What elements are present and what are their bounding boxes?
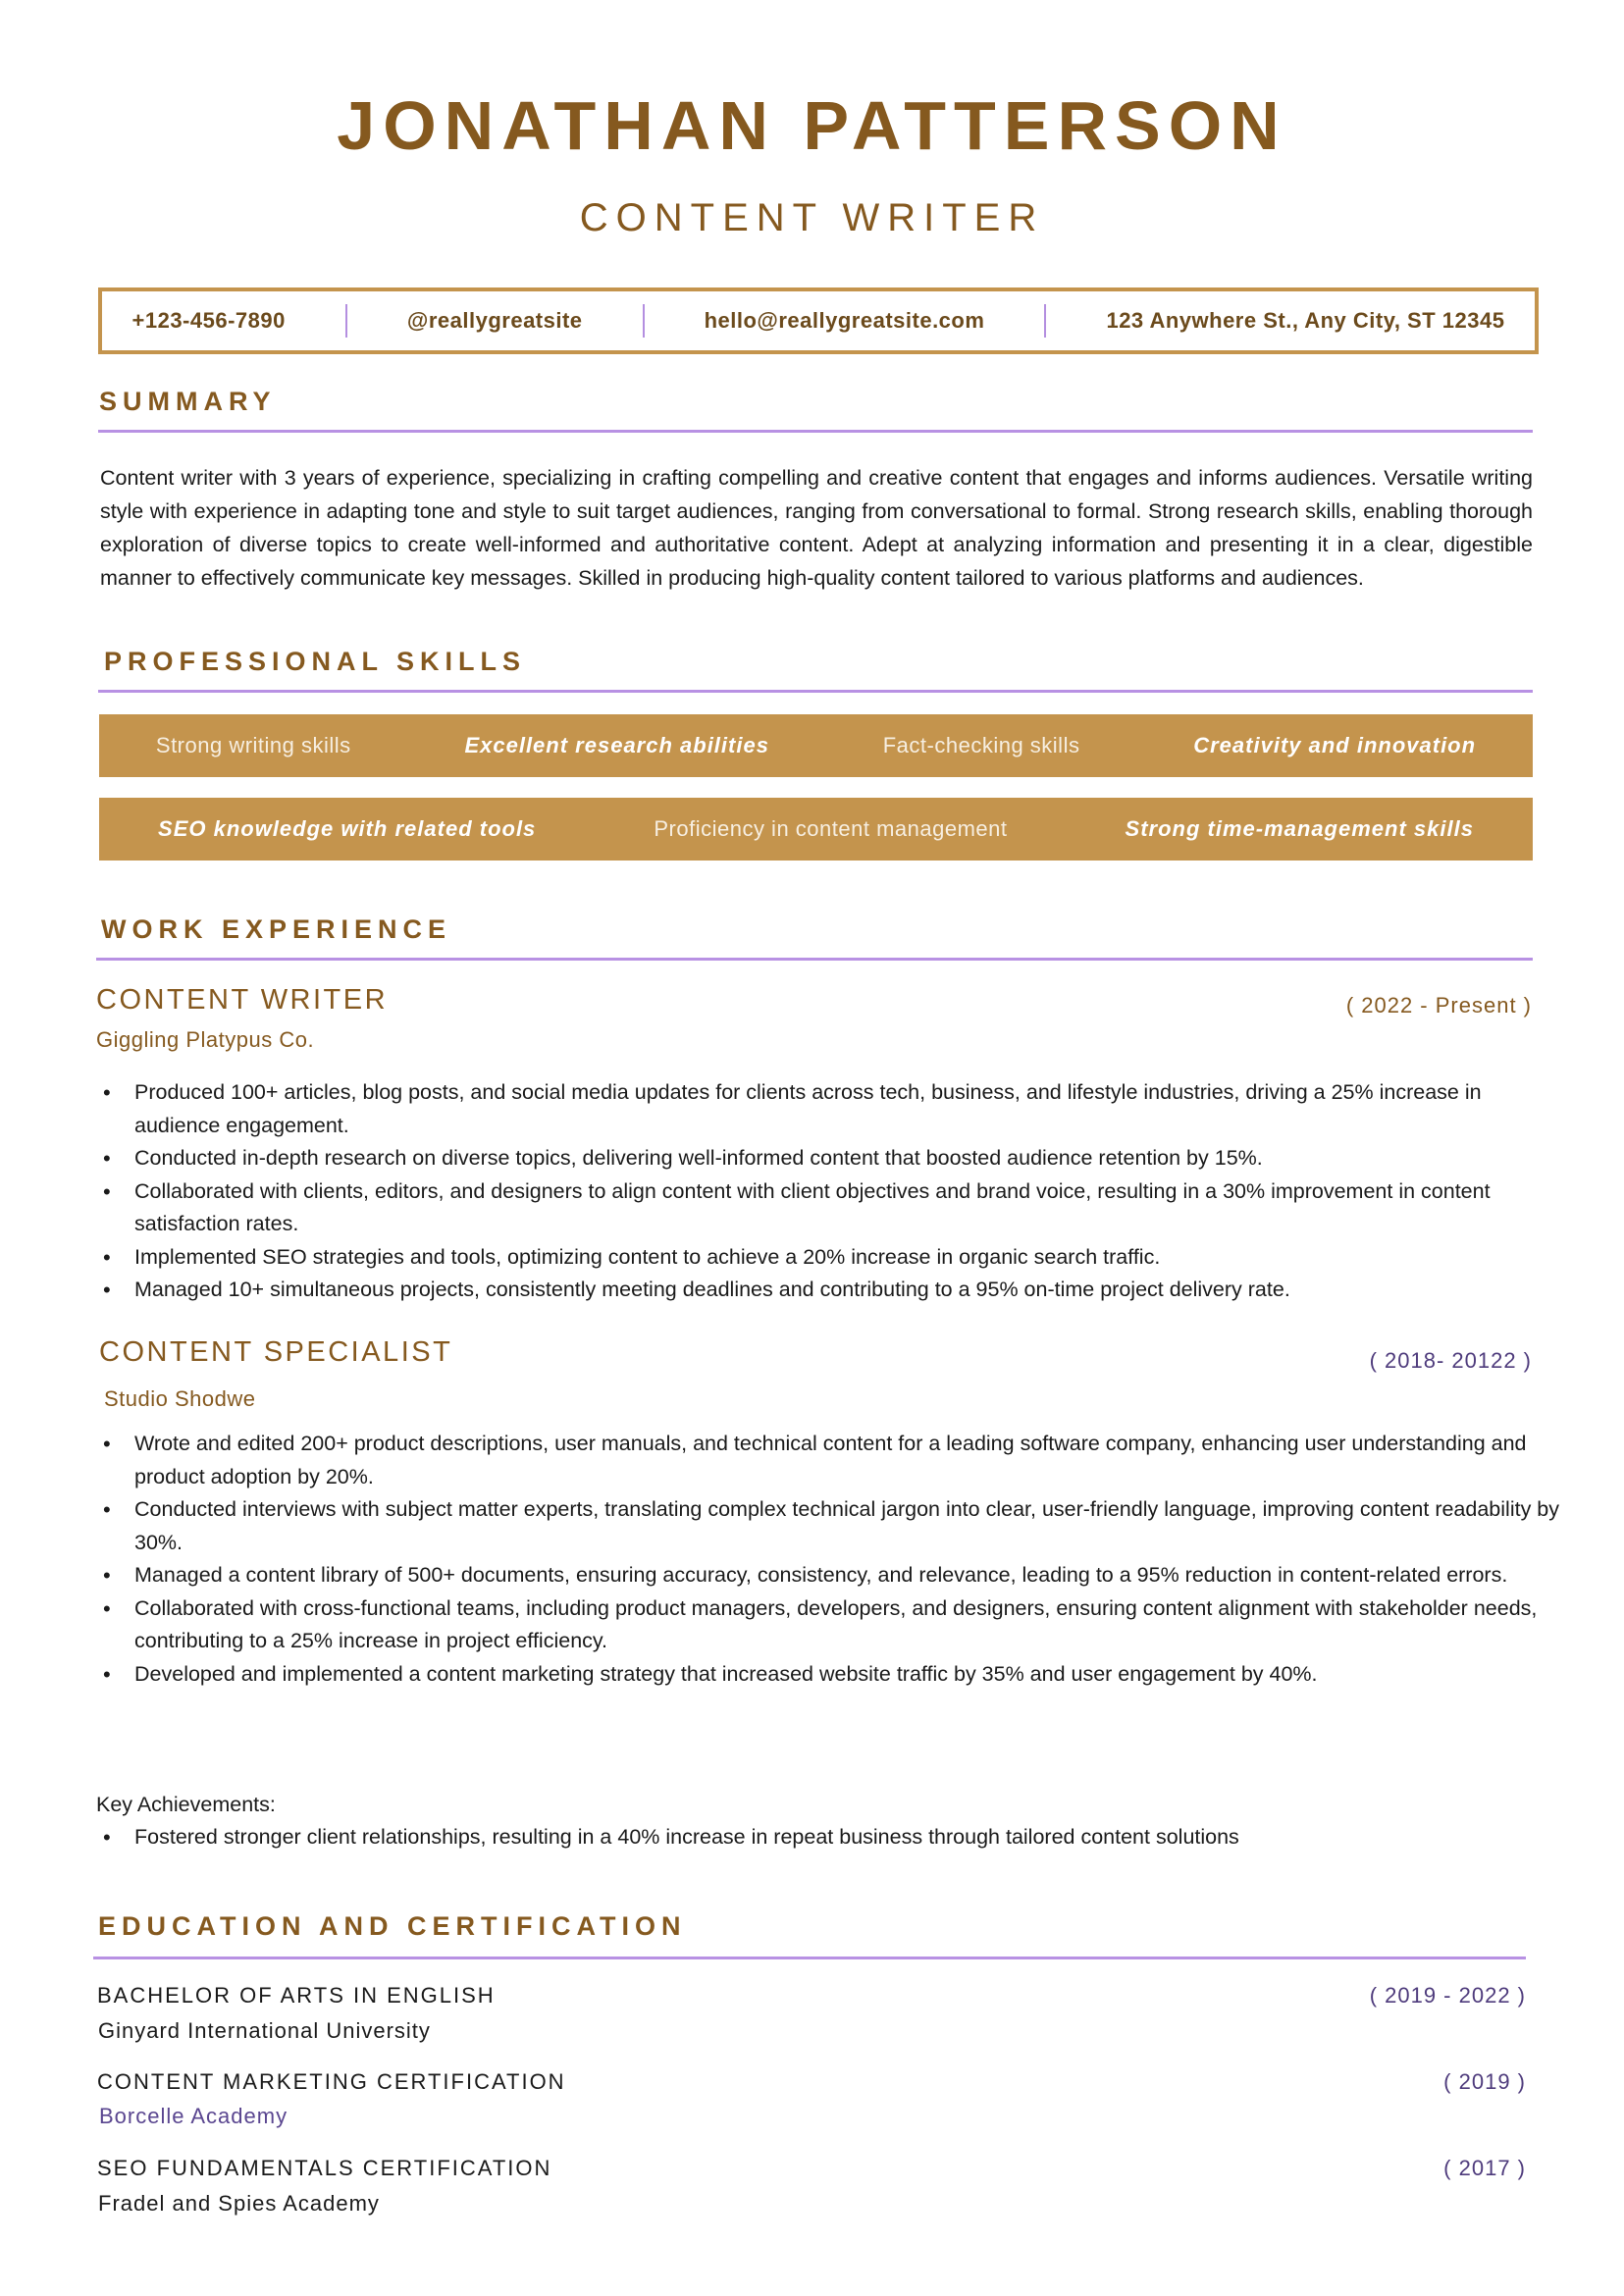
skill-tag: Fact-checking skills	[882, 733, 1080, 757]
education-title: SEO FUNDAMENTALS CERTIFICATION	[97, 2156, 552, 2180]
education-rule	[93, 1957, 1526, 1959]
education-heading: EDUCATION AND CERTIFICATION	[98, 1911, 687, 1941]
job-dates: ( 2018- 20122 )	[1369, 1348, 1532, 1373]
job-company: Giggling Platypus Co.	[96, 1027, 315, 1052]
contact-email[interactable]: hello@reallygreatsite.com	[704, 308, 985, 333]
list-item: • Conducted interviews with subject matter experts, translating complex technical jargon into clear, user-friendly language, improving content readability by 30%.	[134, 1493, 1567, 1559]
skills-heading: PROFESSIONAL SKILLS	[104, 647, 527, 676]
list-item: • Managed 10+ simultaneous projects, consistently meeting deadlines and contributing to a 95% on-time project delivery rate.	[134, 1274, 1567, 1307]
summary-text: Content writer with 3 years of experience, specializing in crafting compelling and creative content that engages and informs audiences. Versatile writing style with experience in adapting tone and style to suit target audiences, ranging from conversational to formal. Strong research skills, enabling thorough exploration of diverse topics to create well-informed and authoritative content. Adept at analyzing information and presenting it in a clear, digestible manner to effectively communicate key messages. Skilled in producing high-quality content tailored to various platforms and audiences.	[100, 466, 1533, 590]
list-item: • Developed and implemented a content marketing strategy that increased website traffic by 35% and user engagement by 40%.	[134, 1658, 1567, 1692]
skills-row-2	[99, 798, 1533, 861]
contact-divider	[1044, 304, 1046, 338]
skills-row-1	[99, 714, 1533, 777]
experience-heading: WORK EXPERIENCE	[101, 914, 452, 944]
job-title: CONTENT WRITER	[96, 984, 389, 1016]
education-institution: Borcelle Academy	[99, 2104, 288, 2128]
education-dates: ( 2019 - 2022 )	[1369, 1983, 1526, 2008]
skill-tag: SEO knowledge with related tools	[158, 816, 537, 841]
summary-rule	[98, 430, 1533, 433]
education-institution: Fradel and Spies Academy	[98, 2191, 380, 2216]
education-title: CONTENT MARKETING CERTIFICATION	[97, 2069, 566, 2094]
job-title: CONTENT SPECIALIST	[99, 1336, 453, 1368]
achievements-list	[98, 1821, 1528, 1854]
contact-phone[interactable]: +123-456-7890	[131, 308, 286, 333]
education-institution: Ginyard International University	[98, 2018, 431, 2043]
skills-rule	[98, 690, 1533, 693]
skill-tag: Strong time-management skills	[1125, 816, 1474, 841]
skill-tag: Proficiency in content management	[654, 816, 1008, 841]
contact-social[interactable]: @reallygreatsite	[406, 308, 583, 333]
list-item: • Produced 100+ articles, blog posts, and social media updates for clients across tech, business, and lifestyle industries, driving a 25% increase in audience engagement.	[134, 1076, 1567, 1142]
skill-tag: Excellent research abilities	[464, 733, 769, 757]
list-item: • Collaborated with clients, editors, and designers to align content with client objectives and brand voice, resulting in a 30% improvement in content satisfaction rates.	[134, 1175, 1567, 1241]
skill-tag: Creativity and innovation	[1193, 733, 1477, 757]
list-item: • Collaborated with cross-functional teams, including product managers, developers, and designers, ensuring content alignment with stakeholder needs, contributing to a 25% increase in project efficiency.	[134, 1592, 1567, 1658]
contact-divider	[643, 304, 645, 338]
list-item: • Fostered stronger client relationships, resulting in a 40% increase in repeat business through tailored content solutions	[134, 1821, 1528, 1854]
education-dates: ( 2019 )	[1443, 2069, 1526, 2094]
achievements-label: Key Achievements:	[96, 1793, 276, 1816]
candidate-role: CONTENT WRITER	[579, 196, 1045, 239]
contact-bar	[98, 287, 1539, 354]
summary-heading: SUMMARY	[99, 387, 277, 416]
list-item: • Managed a content library of 500+ documents, ensuring accuracy, consistency, and relevance, leading to a 95% reduction in content-related errors.	[134, 1559, 1567, 1592]
contact-address: 123 Anywhere St., Any City, ST 12345	[1106, 308, 1505, 333]
list-item: • Conducted in-depth research on diverse topics, delivering well-informed content that boosted audience retention by 15%.	[134, 1142, 1567, 1175]
job-bullets	[98, 1428, 1567, 1691]
education-title: BACHELOR OF ARTS IN ENGLISH	[97, 1983, 496, 2008]
job-dates: ( 2022 - Present )	[1345, 993, 1532, 1018]
candidate-name: JONATHAN PATTERSON	[337, 87, 1287, 164]
list-item: • Implemented SEO strategies and tools, optimizing content to achieve a 20% increase in organic search traffic.	[134, 1241, 1567, 1275]
contact-divider	[345, 304, 347, 338]
education-dates: ( 2017 )	[1443, 2156, 1526, 2180]
job-bullets	[98, 1076, 1567, 1307]
experience-rule	[96, 958, 1533, 961]
list-item: • Wrote and edited 200+ product descriptions, user manuals, and technical content for a leading software company, enhancing user understanding and product adoption by 20%.	[134, 1428, 1567, 1493]
skill-tag: Strong writing skills	[155, 733, 351, 757]
job-company: Studio Shodwe	[104, 1386, 256, 1411]
